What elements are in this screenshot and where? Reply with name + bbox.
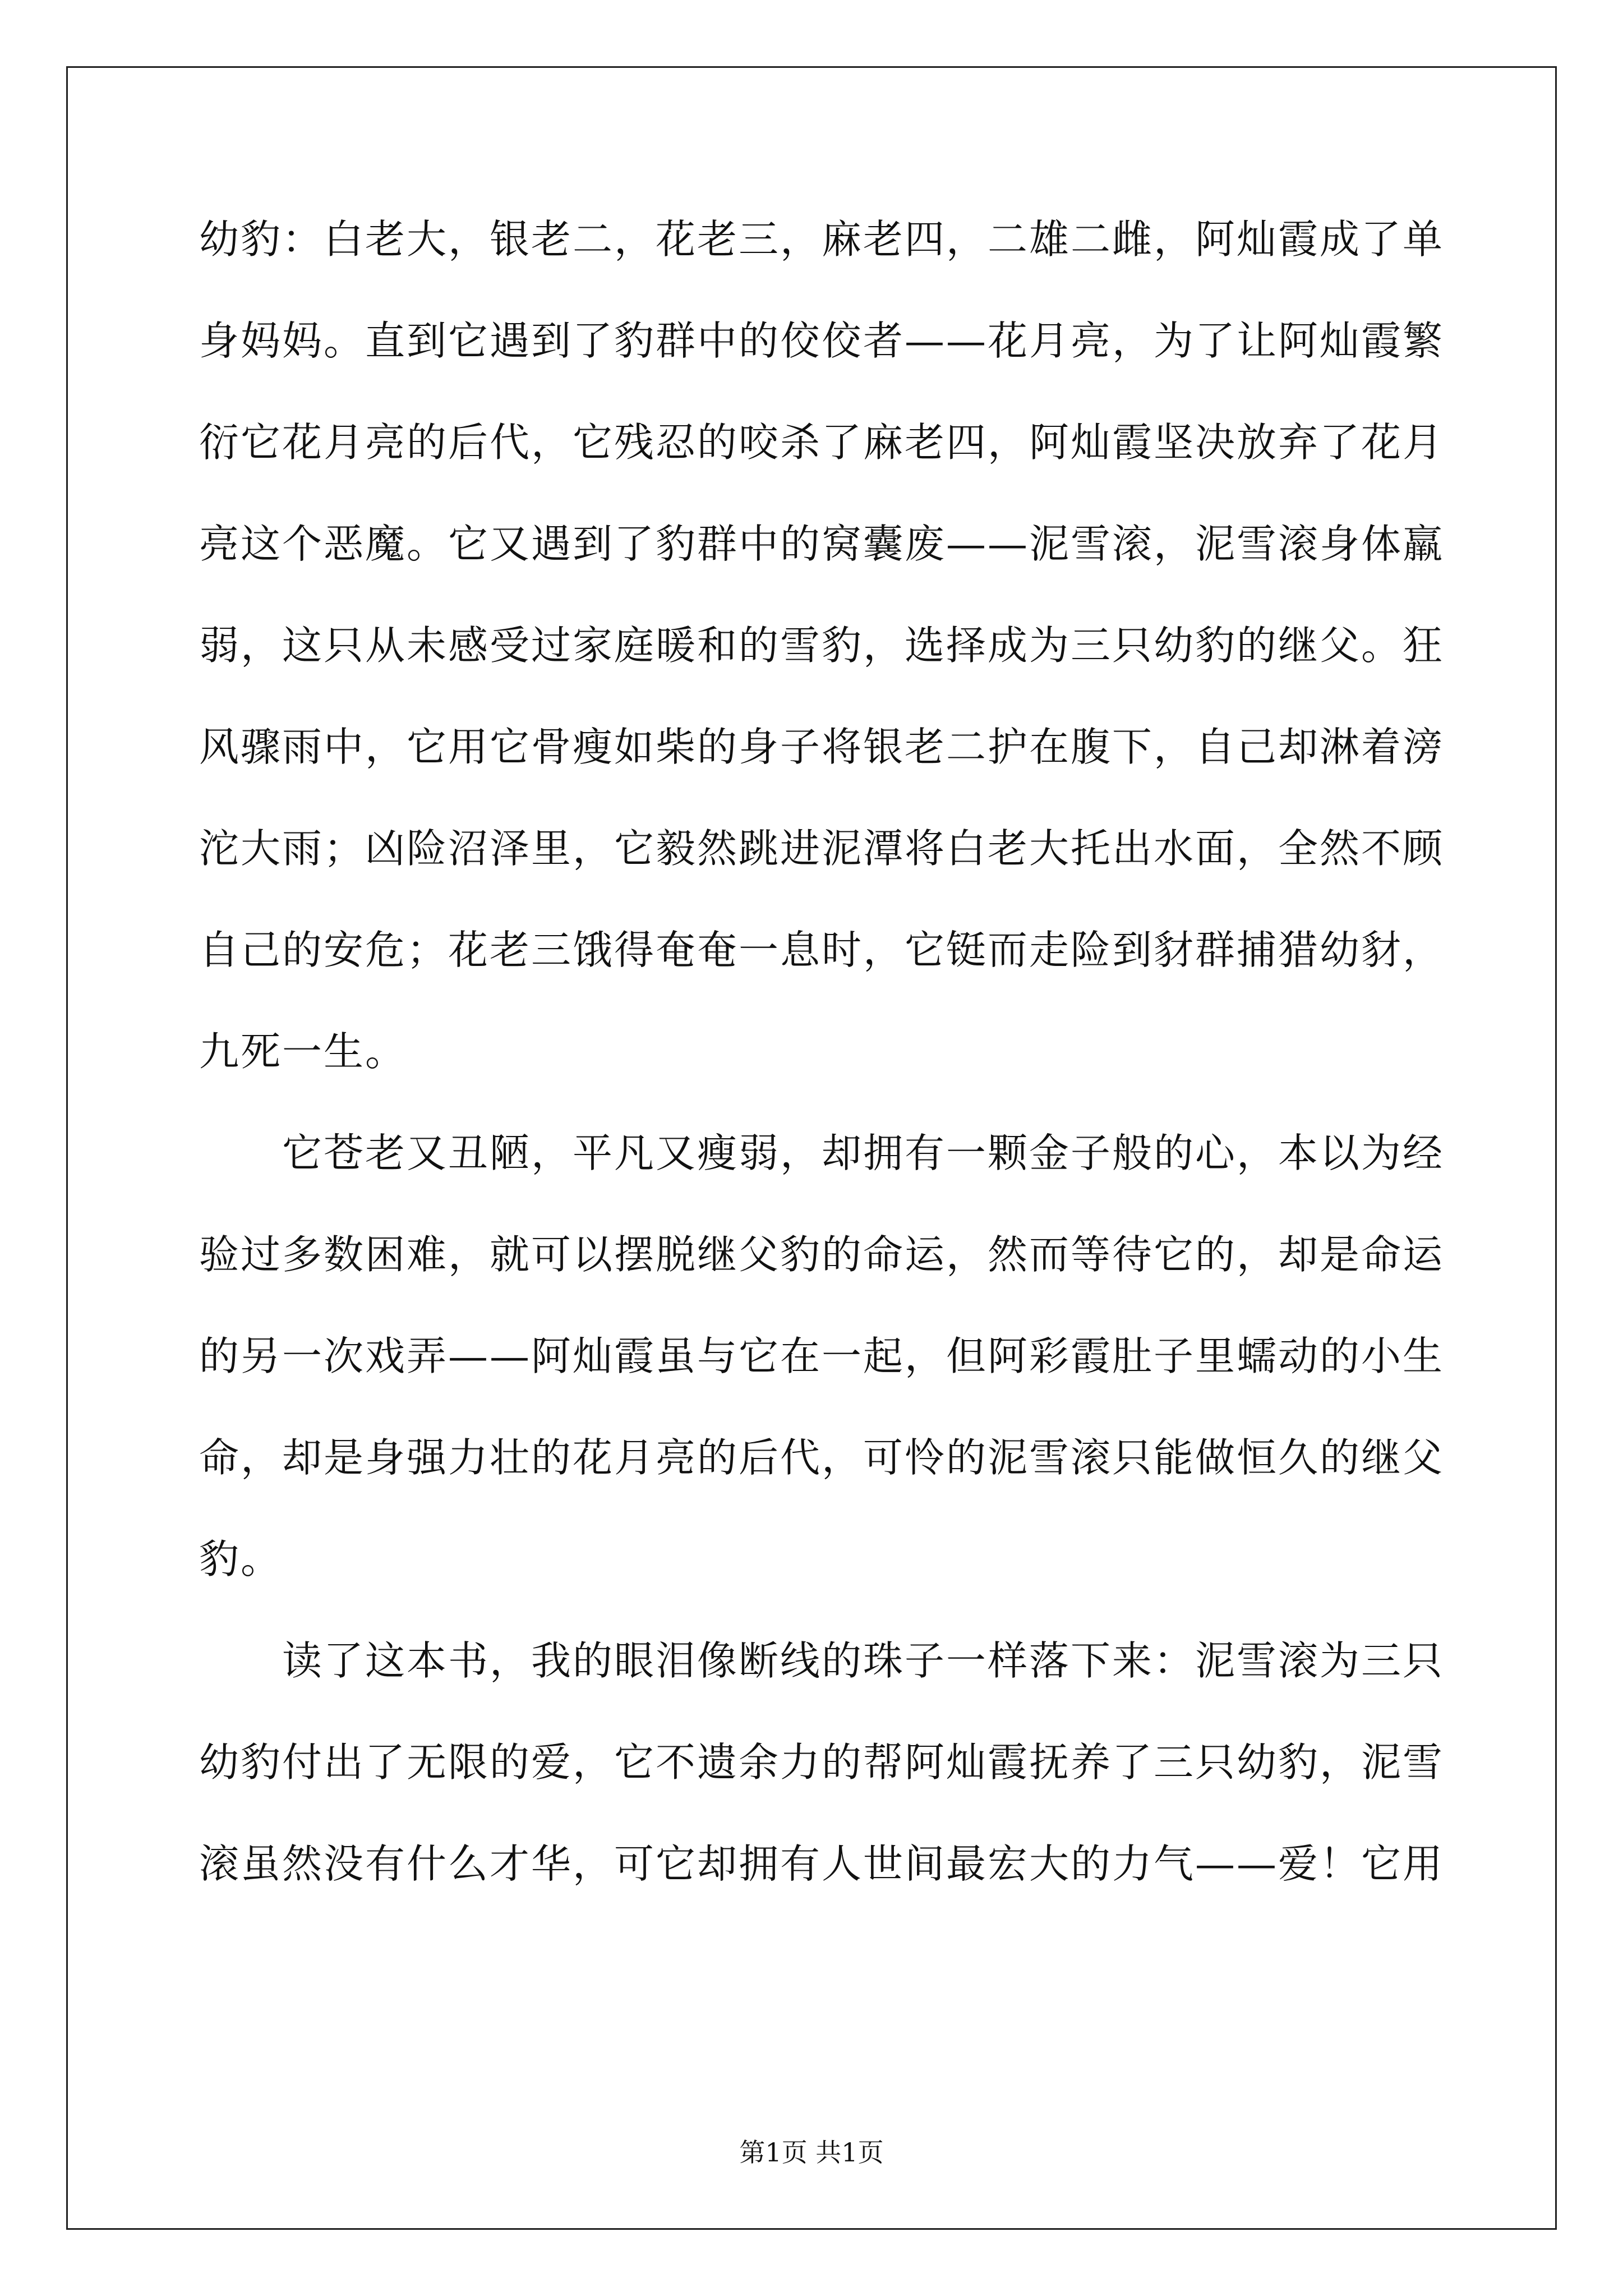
paragraph-first-line: 读了这本书，我的眼泪像断线的珠子一样落下来：泥雪滚为三只 xyxy=(282,1637,1445,1684)
text-line: 命，却是身强力壮的花月亮的后代，可怜的泥雪滚只能做恒久的继父 xyxy=(199,1434,1445,1481)
text-line: 幼豹：白老大，银老二，花老三，麻老四，二雄二雌，阿灿霞成了单 xyxy=(199,216,1445,263)
text-line: 幼豹付出了无限的爱，它不遗余力的帮阿灿霞抚养了三只幼豹，泥雪 xyxy=(199,1739,1445,1786)
text-line: 九死一生。 xyxy=(199,1028,407,1075)
text-line: 身妈妈。直到它遇到了豹群中的佼佼者——花月亮，为了让阿灿霞繁 xyxy=(199,318,1445,364)
page-number-footer: 第1页 共1页 xyxy=(739,2137,884,2168)
text-line: 沱大雨；凶险沼泽里，它毅然跳进泥潭将白老大托出水面，全然不顾 xyxy=(199,825,1445,872)
text-line: 滚虽然没有什么才华，可它却拥有人世间最宏大的力气——爱！它用 xyxy=(199,1841,1445,1887)
text-line: 亮这个恶魔。它又遇到了豹群中的窝囊废——泥雪滚，泥雪滚身体羸 xyxy=(199,521,1445,567)
text-line: 自己的安危；花老三饿得奄奄一息时，它铤而走险到豺群捕猎幼豺， xyxy=(199,927,1445,973)
paragraph-first-line: 它苍老又丑陋，平凡又瘦弱，却拥有一颗金子般的心，本以为经 xyxy=(282,1130,1445,1176)
text-line: 风骤雨中，它用它骨瘦如柴的身子将银老二护在腹下，自己却淋着滂 xyxy=(199,724,1445,770)
text-line: 弱，这只从未感受过家庭暖和的雪豹，选择成为三只幼豹的继父。狂 xyxy=(199,622,1445,669)
text-line: 豹。 xyxy=(199,1536,283,1582)
text-line: 衍它花月亮的后代，它残忍的咬杀了麻老四，阿灿霞坚决放弃了花月 xyxy=(199,419,1445,466)
text-line: 验过多数困难，就可以摆脱继父豹的命运，然而等待它的，却是命运 xyxy=(199,1231,1445,1278)
text-line: 的另一次戏弄——阿灿霞虽与它在一起，但阿彩霞肚子里蠕动的小生 xyxy=(199,1333,1445,1379)
